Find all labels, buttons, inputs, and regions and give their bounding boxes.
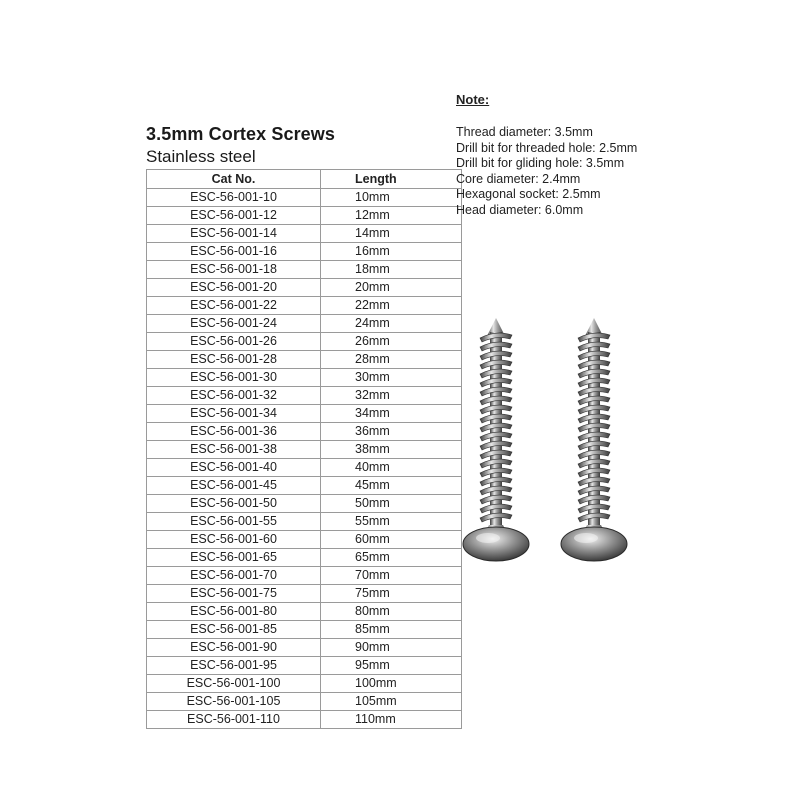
length-cell: 14mm [321,225,462,243]
cat-no-cell: ESC-56-001-26 [147,333,321,351]
length-cell: 85mm [321,621,462,639]
table-row [147,225,462,243]
length-cell: 38mm [321,441,462,459]
cat-no-cell: ESC-56-001-20 [147,279,321,297]
length-cell: 105mm [321,693,462,711]
table-row [147,693,462,711]
length-cell: 40mm [321,459,462,477]
note-item: Head diameter: 6.0mm [456,202,584,217]
table-row [147,333,462,351]
length-cell: 20mm [321,279,462,297]
cat-no-cell: ESC-56-001-80 [147,603,321,621]
length-cell: 50mm [321,495,462,513]
length-cell: 95mm [321,657,462,675]
table-row [147,405,462,423]
length-cell: 34mm [321,405,462,423]
table-row [147,189,462,207]
note-item: Hexagonal socket: 2.5mm [456,187,601,201]
cat-no-cell: ESC-56-001-32 [147,387,321,405]
table-body [147,189,462,729]
table-row [147,567,462,585]
length-cell: 70mm [321,567,462,585]
cortex-screws-icon [462,312,642,574]
length-cell: 36mm [321,423,462,441]
length-cell: 80mm [321,603,462,621]
length-cell: 60mm [321,531,462,549]
cat-no-cell: ESC-56-001-45 [147,477,321,495]
note-list [456,125,696,218]
length-cell: 100mm [321,675,462,693]
table-row [147,369,462,387]
cat-no-cell: ESC-56-001-85 [147,621,321,639]
table-row [147,531,462,549]
note-title: Note: [456,92,490,107]
table-row [147,459,462,477]
table-row [147,675,462,693]
table-row [147,621,462,639]
note-panel [456,92,696,218]
cat-no-cell: ESC-56-001-36 [147,423,321,441]
length-cell: 18mm [321,261,462,279]
length-cell: 26mm [321,333,462,351]
note-item: Drill bit for threaded hole: 2.5mm [456,140,638,155]
table-row [147,495,462,513]
table-row [147,243,462,261]
length-cell: 30mm [321,369,462,387]
table-row [147,549,462,567]
cat-no-cell: ESC-56-001-105 [147,693,321,711]
cat-no-cell: ESC-56-001-90 [147,639,321,657]
column-header-cat-no: Cat No. [147,170,321,189]
length-cell: 24mm [321,315,462,333]
cat-no-cell: ESC-56-001-28 [147,351,321,369]
table-row [147,261,462,279]
cat-no-cell: ESC-56-001-24 [147,315,321,333]
table-row [147,423,462,441]
cat-no-cell: ESC-56-001-95 [147,657,321,675]
cat-no-cell: ESC-56-001-10 [147,189,321,207]
cat-no-cell: ESC-56-001-22 [147,297,321,315]
cat-no-cell: ESC-56-001-60 [147,531,321,549]
note-item: Core diameter: 2.4mm [456,171,581,186]
length-cell: 10mm [321,189,462,207]
length-cell: 12mm [321,207,462,225]
note-item: Thread diameter: 3.5mm [456,125,593,139]
table-row [147,441,462,459]
table-row [147,207,462,225]
table-row [147,297,462,315]
cat-no-cell: ESC-56-001-38 [147,441,321,459]
length-cell: 16mm [321,243,462,261]
cat-no-cell: ESC-56-001-34 [147,405,321,423]
table-row [147,711,462,729]
length-cell: 110mm [321,711,462,729]
length-cell: 45mm [321,477,462,495]
column-header-length: Length [321,170,462,189]
table-row [147,639,462,657]
table-row [147,315,462,333]
table-row [147,657,462,675]
page-title: 3.5mm Cortex Screws [146,124,335,144]
cat-no-cell: ESC-56-001-65 [147,549,321,567]
length-cell: 32mm [321,387,462,405]
note-item: Drill bit for gliding hole: 3.5mm [456,156,625,170]
length-cell: 55mm [321,513,462,531]
table-row [147,585,462,603]
cat-no-cell: ESC-56-001-30 [147,369,321,387]
table-row [147,279,462,297]
cat-no-cell: ESC-56-001-50 [147,495,321,513]
table-row [147,513,462,531]
length-cell: 28mm [321,351,462,369]
table-header-row [147,170,462,189]
cat-no-cell: ESC-56-001-70 [147,567,321,585]
cat-no-cell: ESC-56-001-75 [147,585,321,603]
cat-no-cell: ESC-56-001-16 [147,243,321,261]
length-cell: 22mm [321,297,462,315]
cat-no-cell: ESC-56-001-18 [147,261,321,279]
screw-spec-table [146,169,462,729]
table-row [147,603,462,621]
cat-no-cell: ESC-56-001-100 [147,675,321,693]
cat-no-cell: ESC-56-001-40 [147,459,321,477]
cat-no-cell: ESC-56-001-110 [147,711,321,729]
table-row [147,351,462,369]
page-subtitle: Stainless steel [146,147,256,166]
cat-no-cell: ESC-56-001-55 [147,513,321,531]
length-cell: 75mm [321,585,462,603]
cat-no-cell: ESC-56-001-12 [147,207,321,225]
cat-no-cell: ESC-56-001-14 [147,225,321,243]
table-row [147,387,462,405]
length-cell: 90mm [321,639,462,657]
table-row [147,477,462,495]
length-cell: 65mm [321,549,462,567]
